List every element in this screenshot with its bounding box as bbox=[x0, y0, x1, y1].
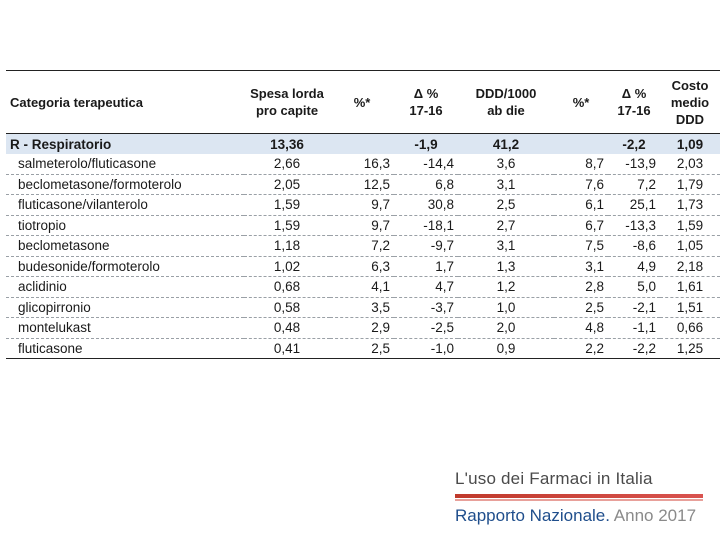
item-ddd: 2,5 bbox=[458, 195, 554, 216]
item-costo: 1,73 bbox=[660, 195, 720, 216]
item-delta2: -8,6 bbox=[608, 236, 660, 257]
item-delta1: -9,7 bbox=[394, 236, 458, 257]
item-ddd: 2,0 bbox=[458, 318, 554, 339]
item-costo: 1,59 bbox=[660, 215, 720, 236]
footer-subtitle-line bbox=[455, 505, 705, 527]
item-costo: 1,25 bbox=[660, 338, 720, 359]
table-row bbox=[6, 174, 720, 195]
category-ddd: 41,2 bbox=[458, 134, 554, 155]
header-delta2 bbox=[608, 71, 660, 134]
item-delta1: 4,7 bbox=[394, 277, 458, 298]
category-name: R - Respiratorio bbox=[6, 134, 244, 155]
item-pct2: 7,5 bbox=[554, 236, 608, 257]
table-row bbox=[6, 256, 720, 277]
item-delta2: 7,2 bbox=[608, 174, 660, 195]
category-delta2: -2,2 bbox=[608, 134, 660, 155]
item-delta1: -1,0 bbox=[394, 338, 458, 359]
item-pct1: 2,9 bbox=[330, 318, 394, 339]
item-pct2: 8,7 bbox=[554, 154, 608, 174]
item-pct1: 2,5 bbox=[330, 338, 394, 359]
item-ddd: 1,3 bbox=[458, 256, 554, 277]
item-delta2: -13,3 bbox=[608, 215, 660, 236]
header-delta1 bbox=[394, 71, 458, 134]
item-pct2: 6,7 bbox=[554, 215, 608, 236]
header-costo bbox=[660, 71, 720, 134]
item-pct2: 2,8 bbox=[554, 277, 608, 298]
item-pct2: 2,5 bbox=[554, 297, 608, 318]
item-spesa: 2,05 bbox=[244, 174, 330, 195]
item-delta2: -1,1 bbox=[608, 318, 660, 339]
header-delta1-line2: 17-16 bbox=[409, 103, 443, 118]
item-spesa: 0,58 bbox=[244, 297, 330, 318]
footer-year: Anno 2017 bbox=[613, 506, 697, 525]
item-ddd: 2,7 bbox=[458, 215, 554, 236]
item-spesa: 2,66 bbox=[244, 154, 330, 174]
item-costo: 1,51 bbox=[660, 297, 720, 318]
item-pct1: 6,3 bbox=[330, 256, 394, 277]
item-delta1: -2,5 bbox=[394, 318, 458, 339]
category-row bbox=[6, 134, 720, 155]
item-delta1: -14,4 bbox=[394, 154, 458, 174]
header-delta1-line1: Δ % bbox=[413, 86, 439, 101]
item-delta1: -3,7 bbox=[394, 297, 458, 318]
item-delta1: 30,8 bbox=[394, 195, 458, 216]
item-pct1: 4,1 bbox=[330, 277, 394, 298]
item-ddd: 3,1 bbox=[458, 236, 554, 257]
item-pct1: 3,5 bbox=[330, 297, 394, 318]
header-spesa-line2: pro capite bbox=[255, 103, 319, 118]
item-spesa: 0,41 bbox=[244, 338, 330, 359]
item-delta2: -2,2 bbox=[608, 338, 660, 359]
data-table-container bbox=[6, 70, 720, 359]
item-ddd: 3,1 bbox=[458, 174, 554, 195]
header-ddd bbox=[458, 71, 554, 134]
respiratory-drugs-table bbox=[6, 70, 720, 359]
item-name: montelukast bbox=[6, 318, 244, 339]
item-name: tiotropio bbox=[6, 215, 244, 236]
header-pct1: %* bbox=[330, 71, 394, 134]
item-name: aclidinio bbox=[6, 277, 244, 298]
category-delta1: -1,9 bbox=[394, 134, 458, 155]
header-costo-line1: Costo bbox=[671, 77, 709, 93]
item-name: glicopirronio bbox=[6, 297, 244, 318]
header-delta2-line2: 17-16 bbox=[617, 103, 651, 118]
category-pct2 bbox=[554, 134, 608, 155]
item-pct2: 3,1 bbox=[554, 256, 608, 277]
header-pct2: %* bbox=[554, 71, 608, 134]
table-row bbox=[6, 297, 720, 318]
item-spesa: 0,48 bbox=[244, 318, 330, 339]
item-pct2: 7,6 bbox=[554, 174, 608, 195]
item-ddd: 1,0 bbox=[458, 297, 554, 318]
item-costo: 2,03 bbox=[660, 154, 720, 174]
header-costo-line3: DDD bbox=[675, 111, 705, 127]
category-spesa: 13,36 bbox=[244, 134, 330, 155]
table-row bbox=[6, 215, 720, 236]
header-delta2-line1: Δ % bbox=[621, 86, 647, 101]
header-category: Categoria terapeutica bbox=[6, 71, 244, 134]
category-pct1 bbox=[330, 134, 394, 155]
item-costo: 2,18 bbox=[660, 256, 720, 277]
item-pct1: 9,7 bbox=[330, 195, 394, 216]
item-costo: 0,66 bbox=[660, 318, 720, 339]
table-row bbox=[6, 318, 720, 339]
item-delta2: -13,9 bbox=[608, 154, 660, 174]
item-spesa: 1,59 bbox=[244, 195, 330, 216]
item-spesa: 1,02 bbox=[244, 256, 330, 277]
item-delta1: -18,1 bbox=[394, 215, 458, 236]
footer-divider-thin bbox=[455, 499, 703, 501]
item-spesa: 1,59 bbox=[244, 215, 330, 236]
item-pct2: 4,8 bbox=[554, 318, 608, 339]
footer-divider-bar bbox=[455, 494, 703, 498]
item-delta1: 6,8 bbox=[394, 174, 458, 195]
item-name: beclometasone/formoterolo bbox=[6, 174, 244, 195]
item-costo: 1,61 bbox=[660, 277, 720, 298]
item-costo: 1,05 bbox=[660, 236, 720, 257]
category-costo: 1,09 bbox=[660, 134, 720, 155]
item-name: beclometasone bbox=[6, 236, 244, 257]
item-spesa: 1,18 bbox=[244, 236, 330, 257]
report-footer bbox=[455, 468, 705, 527]
table-row bbox=[6, 195, 720, 216]
item-pct1: 7,2 bbox=[330, 236, 394, 257]
header-ddd-line2: ab die bbox=[487, 103, 525, 118]
item-name: fluticasone/vilanterolo bbox=[6, 195, 244, 216]
item-name: fluticasone bbox=[6, 338, 244, 359]
item-ddd: 3,6 bbox=[458, 154, 554, 174]
item-spesa: 0,68 bbox=[244, 277, 330, 298]
header-spesa-line1: Spesa lorda bbox=[250, 86, 324, 101]
item-delta2: 5,0 bbox=[608, 277, 660, 298]
item-costo: 1,79 bbox=[660, 174, 720, 195]
header-ddd-line1: DDD/1000 bbox=[475, 86, 537, 101]
item-pct1: 9,7 bbox=[330, 215, 394, 236]
table-row bbox=[6, 338, 720, 359]
item-delta2: -2,1 bbox=[608, 297, 660, 318]
item-name: budesonide/formoterolo bbox=[6, 256, 244, 277]
item-pct2: 6,1 bbox=[554, 195, 608, 216]
header-costo-line2: medio bbox=[670, 94, 710, 110]
footer-subtitle: Rapporto Nazionale. bbox=[455, 506, 610, 525]
table-body bbox=[6, 134, 720, 359]
item-ddd: 1,2 bbox=[458, 277, 554, 298]
item-pct1: 16,3 bbox=[330, 154, 394, 174]
item-pct2: 2,2 bbox=[554, 338, 608, 359]
item-delta2: 4,9 bbox=[608, 256, 660, 277]
table-row bbox=[6, 277, 720, 298]
item-delta2: 25,1 bbox=[608, 195, 660, 216]
footer-title: L'uso dei Farmaci in Italia bbox=[455, 469, 653, 488]
header-spesa bbox=[244, 71, 330, 134]
item-delta1: 1,7 bbox=[394, 256, 458, 277]
table-header-row bbox=[6, 71, 720, 134]
item-name: salmeterolo/fluticasone bbox=[6, 154, 244, 174]
item-pct1: 12,5 bbox=[330, 174, 394, 195]
item-ddd: 0,9 bbox=[458, 338, 554, 359]
table-row bbox=[6, 236, 720, 257]
table-row bbox=[6, 154, 720, 174]
